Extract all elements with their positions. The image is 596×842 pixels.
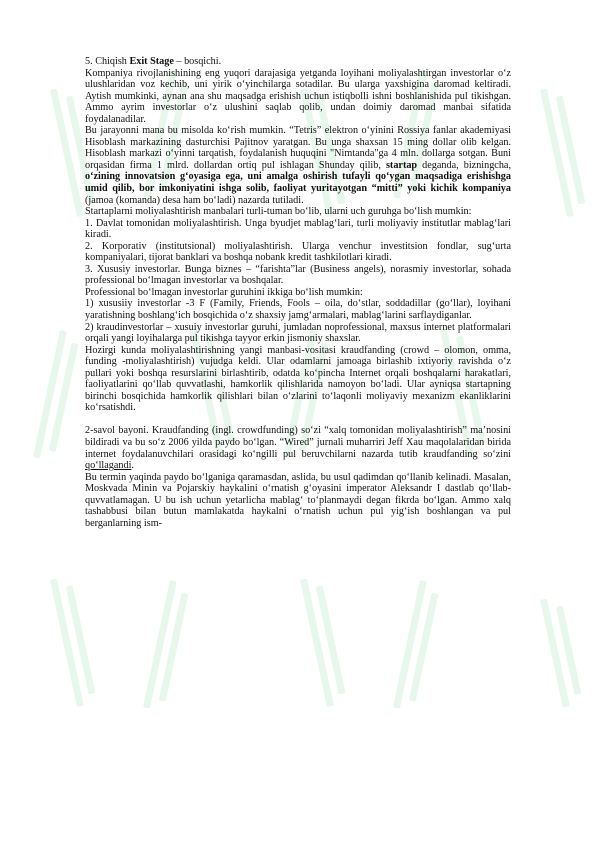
document-page: [85, 56, 511, 529]
list-item-crowdinvestors: 2) kraudinvestorlar – xusuiy investorlar guruhi, jumladan noprofessional, maxsus internet platformalari orqali yangi loyihalarga pul tikishga tayyor erkin jismoniy shaxslar.: [85, 321, 511, 345]
list-item-3f-investors: 1) xususiiy investorlar -3 F (Family, Friends, Fools – oila, do‘stlar, soddadillar (go‘llar), loyihani yaratishning boshlang‘ich bosqichida o‘z shaxsiy jamg‘armalari, mablag‘larini sarflaydiganlar.: [85, 298, 511, 322]
list-item-corporate-funding: 2. Korporativ (institutsional) moliyalashtirish. Ularga venchur investitsion fondlar, sug‘urta kompaniyalari, tijorat banklari va boshqa nobank kredit tashkilotlari kiradi.: [85, 240, 511, 264]
paragraph-crowdfunding-intro: Hozirgi kunda moliyalashtirishning yangi manbasi-vositasi kraudfanding (crowd – olomon, omma, funding -moliyalashtirish) vujudga keldi. Ular odamlarni jamoaga birlashib ixtiyoriy ravishda o‘z pullari yoki boshqa resurslarini birlashtirib, odatda ko‘pincha Internet orqali boshqalarni harakatlari, faoliyatlarini qo‘llab quvvatlashi, hamkorlik qilishlarida namoyon bo‘ladi. Ular ayniqsa startapning birinchi bosqichida hamkorlik qilishlari bilan o‘zlarini to‘laqonli moliyaviy mexanizm ekanliklarini ko‘rsatishdi.: [85, 344, 511, 414]
paragraph-history: Bu termin yaqinda paydo bo‘lganiga qaramasdan, aslida, bu usul qadimdan qo‘llanib kelinadi. Masalan, Moskvada Minin va Pojarskiy haykalini o‘rnatish g‘oyasini imperator Aleksandr I dastlab qo‘llab-quvvatlamagan. U bu ish uchun yetarlicha mablag‘ to‘planmaydi degan fikrda bo‘lgan. Ammo xalq tashabbusi bilan butun mamlakatda haykalni o‘rnatish uchun pul yig‘ish boshlangan va pul berganlarning ism-: [85, 471, 511, 529]
paragraph-nonprofessional-groups: Professional bo‘lmagan investorlar guruhini ikkiga bo‘lish mumkin:: [85, 286, 363, 298]
section-heading: 5. Chiqish Exit Stage – bosqichi.: [85, 56, 222, 67]
paragraph-exit-stage: Kompaniya rivojlanishining eng yuqori darajasiga yetganda loyihani moliyalashtirgan investorlar o‘z ulushlaridan voz kechib, uni yirik o‘yinchilarga sotadilar. Bu ularga yaxshigina daromad keltiradi. Aytish mumkinki, aynan ana shu maqsadga erishish uchun istiqbolli ishni boshlanishida pul tikishgan. Ammo ayrim investorlar o‘z ulushini saqlab qolib, undan doimiy daromad manbai sifatida foydalanadilar.: [85, 67, 511, 125]
list-item-private-investors: 3. Xususiy investorlar. Bunga biznes – “farishta”lar (Business angels), norasmiy investorlar, sohada professional bo‘lmagan investorlar va boshqalar.: [85, 263, 511, 287]
paragraph-tetris-example: Bu jarayonni mana bu misolda ko‘rish mumkin. “Tetris” elektron o‘yinini Rossiya fanlar akademiyasi Hisoblash markazining dasturchisi Pajitnov yaratgan. Bu unga shaxsan 15 ming dollar olib kelgan. Hisoblash markazi o‘yinni tarqatish, foydalanish huquqini "Nimtanda"ga 4 mln. dollarga sotgan. Buni orqasidan firma 1 mlrd. dollardan ortiq pul ishlagan Shunday qilib, startap deganda, bizningcha, o‘zining innovatsion g‘oyasiga ega, uni amalga oshirish tufayli qo‘ygan maqsadiga erishishga umid qilib, bor imkoniyatini ishga solib, faoliyat yuritayotgan “mitti” yoki kichik kompaniya (jamoa (komanda) desa ham bo‘ladi) nazarda tutiladi.: [85, 125, 511, 206]
paragraph-question-2: 2-savol bayoni. Kraudfanding (ingl. crowdfunding) so‘zi “xalq tomonidan moliyalashtirish” ma’nosini bildiradi va bu so‘z 2006 yilda paydo bo‘lgan. “Wired” jurnali muharriri Jeff Xau maqolalaridan birida internet foydalanuvchilari orasidagi ko‘ngilli pul beruvchilarni nazarda tutib kraudfanding so‘zini qo‘llagandi.: [85, 425, 511, 472]
paragraph-funding-sources: Startaplarni moliyalashtirish manbalari turli-tuman bo‘lib, ularni uch guruhga bo‘lish mumkin:: [85, 206, 472, 218]
list-item-state-funding: 1. Davlat tomonidan moliyalashtirish. Unga byudjet mablag‘lari, turli moliyaviy institutlar mablag‘lari kiradi.: [85, 217, 511, 241]
